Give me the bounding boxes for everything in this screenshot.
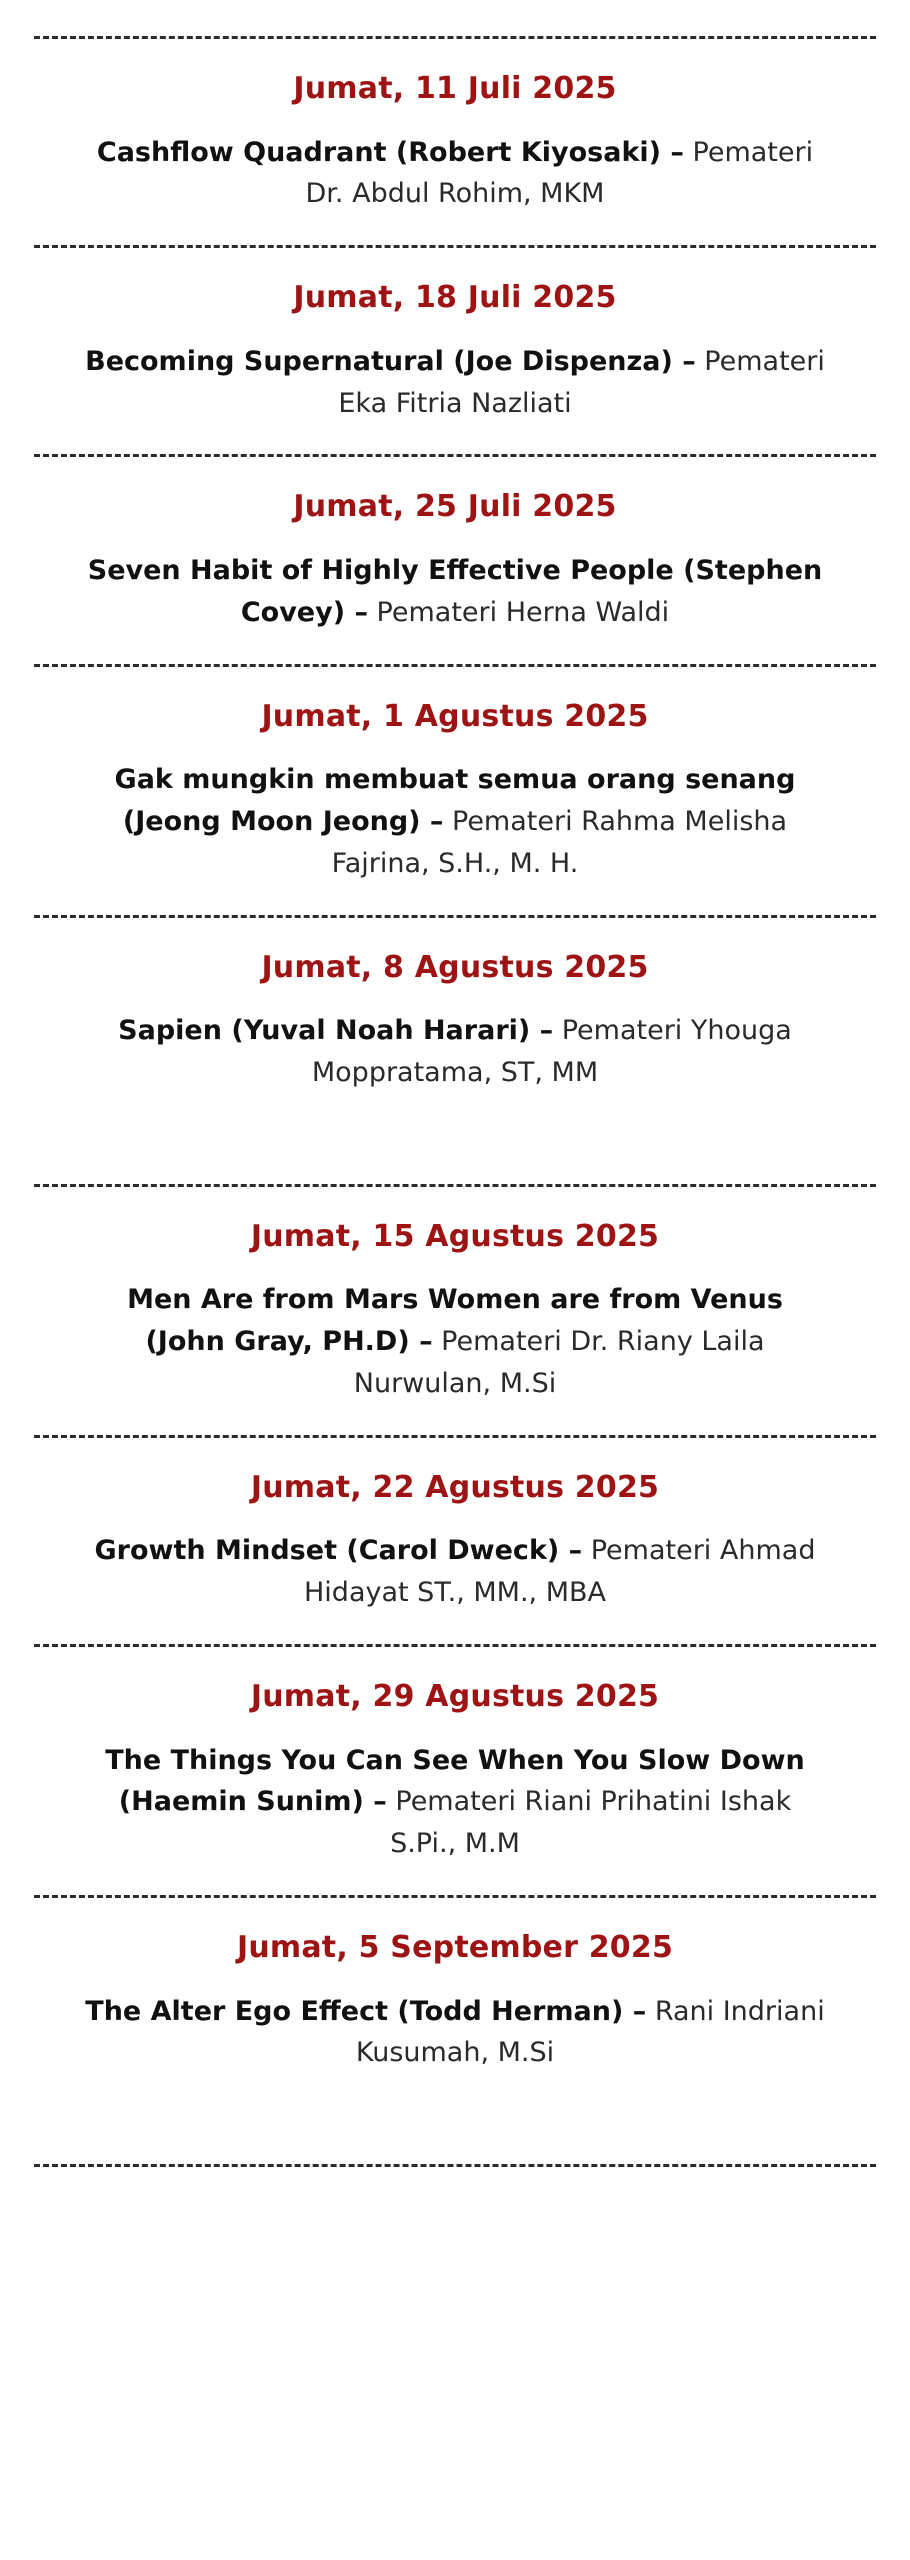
entry-spacer <box>34 1124 876 1184</box>
dashed-divider <box>34 2164 876 2167</box>
entry-speaker: Pemateri Yhouga Moppratama, ST, MM <box>311 1015 792 1088</box>
entry-title: Becoming Supernatural (Joe Dispenza) – <box>85 345 696 377</box>
schedule-entry-list <box>34 36 876 2167</box>
entry-title: Cashflow Quadrant (Robert Kiyosaki) – <box>96 136 684 168</box>
entry-speaker: Pemateri Rahma Melisha Fajrina, S.H., M. H. <box>331 805 788 879</box>
entry-date: Jumat, 5 September 2025 <box>236 1930 674 1966</box>
entry-title: Men Are from Mars Women are from Venus (John Gray, PH.D) – <box>127 1284 783 1358</box>
schedule-entry <box>34 1677 876 1865</box>
schedule-entry <box>34 69 876 215</box>
dashed-divider <box>34 915 876 918</box>
dashed-divider <box>34 36 876 39</box>
entry-body <box>85 1991 825 2075</box>
entry-speaker: Pemateri Ahmad Hidayat ST., MM., MBA <box>304 1535 816 1609</box>
entry-speaker: Pemateri Dr. Abdul Rohim, MKM <box>305 136 814 210</box>
entry-body <box>85 1279 825 1405</box>
entry-body <box>85 341 825 425</box>
schedule-entry <box>34 278 876 424</box>
entry-speaker: Pemateri Herna Waldi <box>376 596 670 628</box>
entry-speaker: Pemateri Dr. Riany Laila Nurwulan, M.Si <box>353 1326 765 1399</box>
dashed-divider <box>34 454 876 457</box>
dashed-divider <box>34 1435 876 1438</box>
entry-title: The Alter Ego Effect (Todd Herman) – <box>85 1995 647 2027</box>
entry-body <box>85 550 825 634</box>
entry-title: Seven Habit of Highly Effective People (Stephen Covey) – <box>87 554 823 628</box>
entry-body <box>85 1010 825 1094</box>
schedule-entry <box>34 1468 876 1614</box>
entry-body <box>85 1530 825 1614</box>
entry-title: Gak mungkin membuat semua orang senang (Jeong Moon Jeong) – <box>114 764 796 837</box>
schedule-entry <box>34 487 876 633</box>
schedule-entry <box>34 1928 876 2164</box>
entry-body <box>85 132 825 216</box>
entry-date: Jumat, 29 Agustus 2025 <box>250 1679 660 1714</box>
entry-speaker: Pemateri Riani Prihatini Ishak S.Pi., M.M <box>390 1786 792 1860</box>
entry-date: Jumat, 25 Juli 2025 <box>293 489 617 525</box>
dashed-divider <box>34 1184 876 1187</box>
entry-title: The Things You Can See When You Slow Down (Haemin Sunim) – <box>105 1744 805 1818</box>
dashed-divider <box>34 245 876 248</box>
entry-speaker: Rani Indriani Kusumah, M.Si <box>355 1995 825 2069</box>
entry-title: Growth Mindset (Carol Dweck) – <box>94 1535 583 1567</box>
entry-body <box>85 1740 825 1866</box>
entry-date: Jumat, 8 Agustus 2025 <box>261 949 649 985</box>
schedule-entry <box>34 697 876 885</box>
entry-date: Jumat, 22 Agustus 2025 <box>250 1469 660 1505</box>
entry-title: Sapien (Yuval Noah Harari) – <box>118 1015 554 1047</box>
entry-date: Jumat, 18 Juli 2025 <box>293 280 617 316</box>
entry-date: Jumat, 11 Juli 2025 <box>293 71 617 106</box>
entry-speaker: Pemateri Eka Fitria Nazliati <box>338 345 825 419</box>
dashed-divider <box>34 664 876 667</box>
dashed-divider <box>34 1895 876 1898</box>
schedule-entry <box>34 948 876 1184</box>
entry-spacer <box>34 2104 876 2164</box>
schedule-entry <box>34 1217 876 1405</box>
dashed-divider <box>34 1644 876 1647</box>
entry-date: Jumat, 1 Agustus 2025 <box>261 698 649 734</box>
entry-date: Jumat, 15 Agustus 2025 <box>250 1218 660 1254</box>
entry-body <box>85 759 825 885</box>
